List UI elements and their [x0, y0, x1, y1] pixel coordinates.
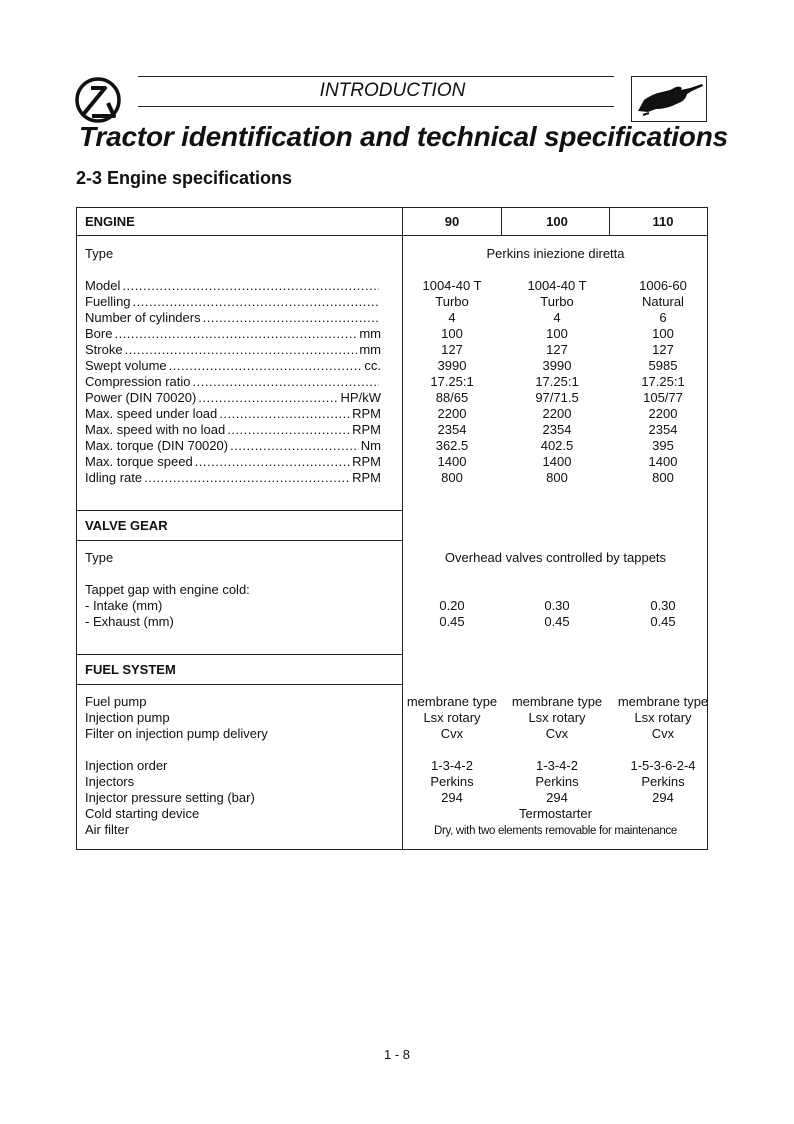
spec-value-110: 395	[652, 438, 674, 453]
dot-leader	[198, 390, 338, 406]
spec-unit: mm	[359, 342, 381, 357]
spec-value-90: membrane type	[406, 694, 498, 709]
spec-value-110: 0.45	[650, 614, 676, 629]
air-filter-value: Dry, with two elements removable for maintenance	[434, 825, 677, 837]
valve-gear-header: VALVE GEAR	[85, 518, 168, 533]
spec-value-110: 127	[652, 342, 674, 357]
spec-value-100: 97/71.5	[535, 390, 579, 405]
spec-label-row	[85, 438, 381, 454]
section-title: INTRODUCTION	[319, 80, 466, 101]
spec-value-100: 17.25:1	[535, 374, 579, 389]
spec-label: Injection order	[85, 758, 168, 773]
page-title: Tractor identification and technical specifications	[79, 121, 728, 152]
spec-value-100: 2200	[542, 406, 572, 421]
spec-value-110: 105/77	[643, 390, 683, 405]
spec-label: Max. torque (DIN 70020)	[85, 438, 229, 453]
spec-unit: RPM	[352, 470, 381, 485]
valve-type-label: Type	[85, 550, 114, 565]
spec-value-90: Lsx rotary	[423, 710, 481, 725]
engine-spec-table	[76, 207, 708, 850]
column-header-110: 110	[652, 214, 674, 229]
spec-label: Stroke	[85, 342, 123, 357]
spec-label-row	[85, 454, 381, 470]
spec-value-90: 1400	[437, 454, 467, 469]
spec-value-90: 800	[441, 470, 463, 485]
spec-value-100: Perkins	[535, 774, 579, 789]
spec-label: Injection pump	[85, 710, 170, 725]
spec-value-90: 2354	[437, 422, 467, 437]
spec-label: Filter on injection pump delivery	[85, 726, 268, 741]
spec-value-100: 2354	[542, 422, 572, 437]
spec-label: - Exhaust (mm)	[85, 614, 174, 629]
spec-value-90: 294	[441, 790, 463, 805]
spec-value-100: Turbo	[540, 294, 574, 309]
spec-value-110: 2200	[648, 406, 678, 421]
table-rule-fuel-bottom	[77, 684, 402, 685]
spec-value-110: 5985	[648, 358, 678, 373]
page-number: 1 - 8	[383, 1047, 410, 1062]
spec-value-110: Cvx	[651, 726, 675, 741]
spec-label-row	[85, 422, 381, 438]
spec-value-90: 100	[441, 326, 463, 341]
spec-label: Idling rate	[85, 470, 143, 485]
spec-value-100: 1-3-4-2	[536, 758, 578, 773]
spec-label-row	[85, 358, 381, 374]
spec-label-row	[85, 342, 381, 358]
spec-value-100: 4	[553, 310, 561, 325]
dot-leader	[114, 326, 357, 342]
spec-value-110: Perkins	[641, 774, 685, 789]
spec-value-110: 0.30	[650, 598, 676, 613]
header-rule-top	[138, 76, 614, 77]
spec-label: Power (DIN 70020)	[85, 390, 197, 405]
spec-label: Fuelling	[85, 294, 131, 309]
dot-leader	[203, 310, 379, 326]
spec-value-100: 3990	[542, 358, 572, 373]
column-header-90: 90	[444, 214, 460, 229]
spec-value-100: Lsx rotary	[528, 710, 586, 725]
fuel-system-header: FUEL SYSTEM	[85, 662, 176, 677]
spec-label: Max. speed with no load	[85, 422, 226, 437]
spec-value-110: 1-5-3-6-2-4	[630, 758, 696, 773]
dot-leader	[122, 278, 379, 294]
spec-value-100: Cvx	[545, 726, 569, 741]
spec-value-90: Turbo	[435, 294, 469, 309]
dot-leader	[125, 342, 358, 358]
column-header-100: 100	[546, 214, 568, 229]
spec-value-110: 1006-60	[639, 278, 687, 293]
dot-leader	[230, 438, 359, 454]
spec-value-110: 100	[652, 326, 674, 341]
spec-value-100: 800	[546, 470, 568, 485]
spec-label-row	[85, 326, 381, 342]
spec-unit: HP/kW	[340, 390, 381, 405]
header-rule-bottom	[138, 106, 614, 107]
section-subtitle: 2-3 Engine specifications	[76, 168, 293, 188]
tappet-gap-label: Tappet gap with engine cold:	[85, 582, 250, 597]
valve-type-value: Overhead valves controlled by tappets	[444, 550, 667, 565]
spec-label: Injectors	[85, 774, 135, 789]
spec-value-100: 100	[546, 326, 568, 341]
spec-value-100: 0.30	[544, 598, 570, 613]
dot-leader	[227, 422, 350, 438]
manufacturer-logo-icon	[74, 75, 124, 125]
spec-value-90: Perkins	[430, 774, 474, 789]
spec-value-110: Lsx rotary	[634, 710, 692, 725]
spec-label-row	[85, 294, 381, 310]
spec-label-row	[85, 406, 381, 422]
spec-value-110: 1400	[648, 454, 678, 469]
spec-value-100: 294	[546, 790, 568, 805]
spec-label: Injector pressure setting (bar)	[85, 790, 255, 805]
spec-label-row	[85, 470, 381, 486]
engine-type-label: Type	[85, 246, 114, 261]
cold-start-value: Termostarter	[519, 806, 592, 821]
pointing-hand-icon	[632, 77, 706, 121]
spec-value-110: 294	[652, 790, 674, 805]
spec-value-100: 0.45	[544, 614, 570, 629]
spec-value-110: 17.25:1	[641, 374, 685, 389]
spec-value-100: 1004-40 T	[527, 278, 587, 293]
spec-label-row	[85, 374, 381, 390]
spec-label: Number of cylinders	[85, 310, 201, 325]
spec-label-row	[85, 278, 381, 294]
spec-value-110: 800	[652, 470, 674, 485]
spec-value-90: 0.20	[439, 598, 465, 613]
spec-unit: RPM	[352, 454, 381, 469]
table-rule-fuel-top	[77, 654, 402, 655]
table-rule-valve-top	[77, 510, 402, 511]
spec-value-90: 17.25:1	[430, 374, 474, 389]
cold-start-label: Cold starting device	[85, 806, 200, 821]
spec-value-100: 127	[546, 342, 568, 357]
spec-label: Fuel pump	[85, 694, 147, 709]
spec-unit: RPM	[352, 406, 381, 421]
spec-label: Max. torque speed	[85, 454, 193, 469]
dot-leader	[195, 454, 350, 470]
spec-value-90: 362.5	[435, 438, 469, 453]
spec-value-90: 88/65	[435, 390, 469, 405]
spec-label: Bore	[85, 326, 113, 341]
spec-label: Compression ratio	[85, 374, 191, 389]
dot-leader	[169, 358, 363, 374]
spec-value-100: 1400	[542, 454, 572, 469]
engine-type-value: Perkins iniezione diretta	[486, 246, 625, 261]
spec-value-90: 0.45	[439, 614, 465, 629]
spec-value-90: 1-3-4-2	[431, 758, 473, 773]
hand-pointer-box	[631, 76, 707, 122]
spec-unit: Nm	[360, 438, 381, 453]
spec-label-row	[85, 310, 381, 326]
dot-leader	[219, 406, 350, 422]
spec-value-90: 1004-40 T	[422, 278, 482, 293]
spec-label-row	[85, 390, 381, 406]
dot-leader	[144, 470, 350, 486]
spec-value-110: 2354	[648, 422, 678, 437]
spec-value-100: 402.5	[540, 438, 574, 453]
dot-leader	[193, 374, 380, 390]
spec-unit: cc.	[364, 358, 381, 373]
spec-value-90: Cvx	[440, 726, 464, 741]
spec-value-110: Natural	[642, 294, 684, 309]
table-rule-valve-bottom	[77, 540, 402, 541]
spec-label: Model	[85, 278, 121, 293]
spec-label: Swept volume	[85, 358, 167, 373]
spec-value-90: 4	[448, 310, 456, 325]
spec-value-110: 6	[659, 310, 667, 325]
air-filter-label: Air filter	[85, 822, 130, 837]
table-rule-header	[77, 235, 707, 236]
spec-label: Max. speed under load	[85, 406, 218, 421]
spec-value-110: membrane type	[617, 694, 709, 709]
engine-header: ENGINE	[85, 214, 135, 229]
spec-unit: mm	[359, 326, 381, 341]
spec-label: - Intake (mm)	[85, 598, 163, 613]
dot-leader	[133, 294, 379, 310]
spec-unit: RPM	[352, 422, 381, 437]
spec-value-90: 2200	[437, 406, 467, 421]
spec-value-100: membrane type	[511, 694, 603, 709]
spec-value-90: 127	[441, 342, 463, 357]
spec-value-90: 3990	[437, 358, 467, 373]
